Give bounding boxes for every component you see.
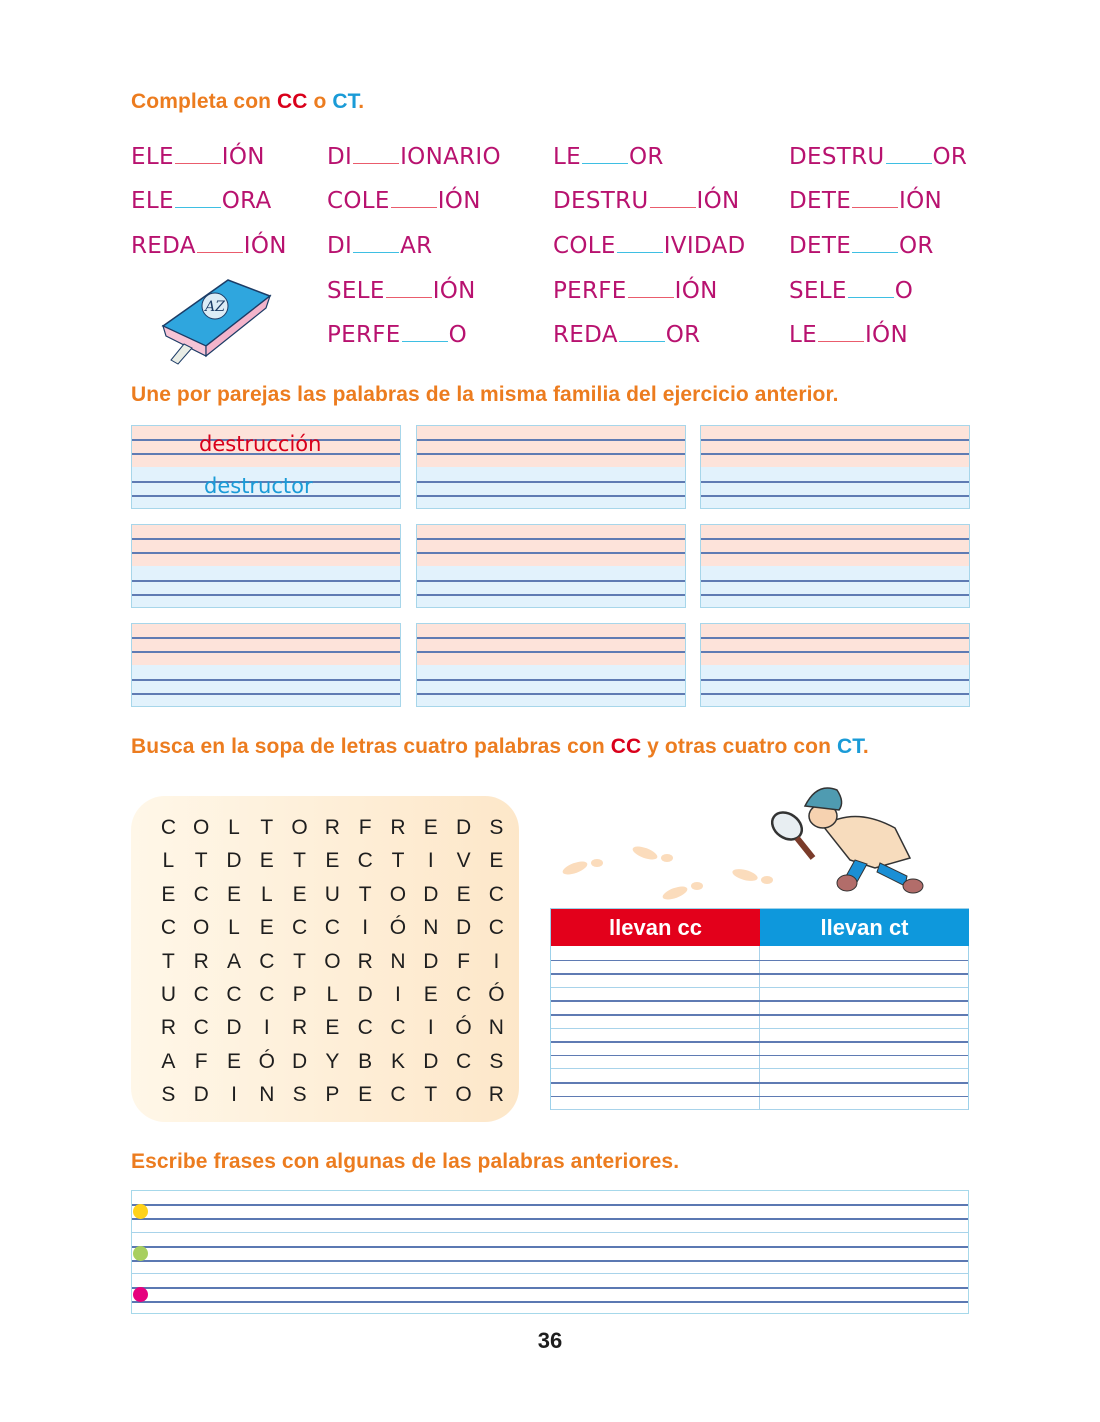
letter-cell[interactable]: L: [162, 849, 175, 873]
ct-highlight: CT: [836, 735, 863, 758]
word-search-grid[interactable]: [152, 811, 513, 1112]
word-prefix: DETE: [789, 188, 852, 214]
letter-cell[interactable]: L: [228, 816, 240, 839]
blank-ct[interactable]: [619, 320, 665, 342]
word-prefix: LE: [789, 322, 817, 348]
ruled-line: [132, 1246, 968, 1248]
table-row-line[interactable]: [551, 973, 968, 975]
letter-cell[interactable]: O: [193, 916, 210, 940]
ruled-line: [417, 481, 685, 483]
ruled-line: [132, 1218, 968, 1220]
table-row-line[interactable]: [551, 1082, 968, 1084]
word-prefix: DETE: [789, 233, 852, 259]
letter-cell[interactable]: Ó: [258, 1049, 275, 1073]
letter-cell[interactable]: T: [161, 949, 175, 973]
letter-cell[interactable]: C: [160, 916, 176, 940]
fill-in-word: [553, 276, 718, 306]
letter-cell[interactable]: C: [259, 949, 275, 973]
blank-ct[interactable]: [402, 320, 448, 342]
word-prefix: SELE: [327, 278, 385, 304]
letter-cell[interactable]: C: [488, 882, 504, 906]
letter-cell[interactable]: C: [357, 849, 373, 873]
instruction-text: y otras cuatro con: [641, 735, 837, 758]
bullet-dot-icon: [133, 1204, 148, 1219]
word-prefix: COLE: [553, 233, 616, 259]
blank-cc[interactable]: [391, 186, 437, 208]
pair-box[interactable]: [416, 425, 686, 509]
ruled-line: [701, 637, 969, 639]
table-row-line[interactable]: [551, 1096, 968, 1098]
ruled-line: [417, 439, 685, 441]
letter-cell[interactable]: C: [390, 1016, 406, 1040]
letter-cell[interactable]: L: [228, 916, 240, 940]
blank-cc[interactable]: [197, 231, 243, 253]
letter-cell[interactable]: T: [293, 949, 306, 973]
word-suffix: ORA: [221, 188, 272, 214]
letter-cell[interactable]: R: [488, 1083, 504, 1107]
letter-cell[interactable]: E: [423, 816, 438, 839]
letter-cell[interactable]: E: [259, 849, 274, 873]
blank-ct[interactable]: [582, 142, 628, 164]
letter-cell[interactable]: E: [161, 882, 176, 906]
word-suffix: IÓN: [437, 188, 481, 214]
ruled-line: [417, 495, 685, 497]
word-suffix: OR: [932, 144, 968, 170]
letter-cell[interactable]: C: [193, 982, 209, 1006]
instruction-text: Completa con: [131, 90, 277, 113]
letter-cell[interactable]: C: [324, 916, 340, 940]
ruled-line: [701, 481, 969, 483]
instruction-text: .: [862, 735, 869, 758]
ruled-line: [701, 679, 969, 681]
table-row-line[interactable]: [551, 1068, 968, 1069]
fill-in-word: [553, 320, 700, 350]
blank-cc[interactable]: [386, 276, 432, 298]
letter-cell[interactable]: S: [292, 1083, 307, 1107]
exercise3-instruction: [131, 731, 961, 763]
word-suffix: AR: [400, 233, 433, 259]
ruled-line: [417, 538, 685, 540]
ruled-line: [701, 693, 969, 695]
letter-cell[interactable]: D: [455, 916, 472, 940]
letter-cell[interactable]: O: [455, 1083, 472, 1107]
letter-cell[interactable]: I: [231, 1083, 237, 1107]
letter-cell[interactable]: D: [226, 1016, 242, 1040]
ruled-line: [701, 439, 969, 441]
letter-cell[interactable]: C: [292, 916, 308, 940]
word-prefix: REDA: [553, 322, 618, 348]
letter-cell[interactable]: C: [455, 1049, 472, 1073]
blank-ct[interactable]: [886, 142, 932, 164]
ruled-line: [701, 651, 969, 653]
fill-in-word: [789, 186, 942, 216]
ruled-line: [132, 594, 400, 596]
word-suffix: OR: [628, 144, 664, 170]
pair-box[interactable]: [131, 623, 401, 707]
blank-ct[interactable]: [353, 231, 399, 253]
letter-cell[interactable]: A: [161, 1049, 176, 1073]
blank-ct[interactable]: [175, 186, 221, 208]
fill-in-word: [327, 231, 432, 261]
example-ct-word: destructor: [204, 474, 313, 498]
fill-in-word: [789, 231, 934, 261]
word-prefix: DI: [327, 144, 353, 170]
word-suffix: IÓN: [243, 233, 287, 259]
pair-box[interactable]: [700, 524, 970, 608]
sentence-writing-area[interactable]: [131, 1190, 969, 1314]
fill-in-word: [789, 276, 913, 306]
letter-cell[interactable]: E: [423, 982, 438, 1006]
letter-cell[interactable]: R: [292, 1016, 308, 1040]
letter-cell[interactable]: D: [455, 816, 472, 839]
letter-cell[interactable]: D: [423, 949, 439, 973]
fill-in-word: [553, 142, 664, 172]
letter-cell[interactable]: T: [424, 1083, 438, 1107]
word-prefix: PERFE: [553, 278, 627, 304]
fill-in-word: [327, 142, 501, 172]
letter-cell[interactable]: S: [489, 816, 504, 839]
letter-cell[interactable]: S: [489, 1049, 504, 1073]
letter-cell[interactable]: C: [193, 1016, 209, 1040]
ruled-line: [701, 594, 969, 596]
word-prefix: ELE: [131, 188, 174, 214]
letter-cell[interactable]: P: [292, 982, 307, 1006]
ruled-line: [132, 1287, 968, 1289]
letter-cell[interactable]: Ó: [389, 916, 407, 940]
letter-cell[interactable]: I: [263, 1016, 270, 1040]
letter-cell[interactable]: E: [325, 1016, 340, 1040]
letter-cell[interactable]: I: [493, 949, 500, 973]
letter-cell[interactable]: C: [259, 982, 275, 1006]
exercise1-instruction: [131, 90, 364, 114]
page-number: 36: [537, 1328, 563, 1353]
blank-cc[interactable]: [852, 186, 898, 208]
letter-cell[interactable]: R: [390, 816, 406, 839]
column-header-cc: llevan cc: [551, 909, 760, 946]
table-row-line[interactable]: [551, 1014, 968, 1016]
ruled-line: [417, 594, 685, 596]
ruled-line: [701, 538, 969, 540]
exercise4-instruction: Escribe frases con algunas de las palabras anteriores.: [131, 1150, 680, 1173]
word-prefix: LE: [553, 144, 581, 170]
letter-cell[interactable]: N: [488, 1016, 504, 1040]
word-suffix: IÓN: [899, 188, 943, 214]
table-row-line[interactable]: [551, 1109, 968, 1110]
ruled-line: [701, 453, 969, 455]
letter-cell[interactable]: A: [226, 949, 241, 973]
table-row-line[interactable]: [551, 1000, 968, 1002]
instruction-text: Busca en la sopa de letras cuatro palabras con: [131, 735, 611, 758]
word-suffix: O: [894, 278, 914, 304]
word-prefix: DI: [327, 233, 353, 259]
bullet-dot-icon: [133, 1287, 148, 1302]
ruled-line: [132, 538, 400, 540]
footprints-icon: [561, 844, 773, 900]
letter-cell[interactable]: C: [160, 816, 176, 839]
word-suffix: IÓN: [696, 188, 740, 214]
letter-cell[interactable]: U: [324, 882, 340, 906]
word-prefix: COLE: [327, 188, 390, 214]
ruled-line: [417, 580, 685, 582]
fill-in-word: [327, 320, 467, 350]
letter-cell[interactable]: E: [226, 1049, 241, 1073]
word-suffix: IÓN: [864, 322, 908, 348]
word-prefix: DESTRU: [553, 188, 649, 214]
ct-highlight: CT: [332, 90, 359, 113]
letter-cell[interactable]: D: [226, 849, 242, 873]
word-suffix: IVIDAD: [663, 233, 746, 259]
table-row-line[interactable]: [551, 1055, 968, 1057]
ruled-line: [701, 495, 969, 497]
letter-cell[interactable]: F: [457, 949, 470, 973]
letter-cell[interactable]: I: [427, 849, 434, 873]
table-row-line[interactable]: [551, 987, 968, 988]
ruled-line: [132, 651, 400, 653]
example-cc-word: destrucción: [199, 432, 322, 456]
letter-cell[interactable]: I: [427, 1016, 434, 1040]
ruled-line: [417, 651, 685, 653]
letter-cell[interactable]: F: [194, 1049, 208, 1073]
word-prefix: REDA: [131, 233, 196, 259]
letter-cell[interactable]: E: [325, 849, 340, 873]
book-label: AZ: [205, 299, 225, 315]
letter-cell[interactable]: C: [390, 1083, 406, 1107]
letter-cell[interactable]: I: [395, 982, 401, 1006]
table-row-line[interactable]: [551, 1028, 968, 1029]
ruled-line: [417, 637, 685, 639]
bullet-dot-icon: [133, 1246, 148, 1261]
letter-cell[interactable]: C: [455, 982, 472, 1006]
ruled-line: [132, 580, 400, 582]
pair-box[interactable]: [416, 623, 686, 707]
fill-in-word: [327, 276, 476, 306]
instruction-text: o: [307, 90, 333, 113]
letter-cell[interactable]: V: [456, 849, 471, 873]
letter-cell[interactable]: C: [226, 982, 242, 1006]
letter-cell[interactable]: D: [292, 1049, 308, 1073]
letter-cell[interactable]: I: [362, 916, 369, 940]
letter-cell[interactable]: S: [161, 1083, 176, 1107]
table-row-line[interactable]: [551, 960, 968, 962]
word-prefix: ELE: [131, 144, 174, 170]
cc-highlight: CC: [276, 90, 308, 113]
letter-cell[interactable]: Ó: [455, 1016, 472, 1040]
letter-cell[interactable]: R: [193, 949, 209, 973]
exercise2-instruction: Une por parejas las palabras de la misma familia del ejercicio anterior.: [131, 383, 839, 406]
ruled-line: [417, 552, 685, 554]
letter-cell[interactable]: K: [390, 1049, 405, 1073]
ruled-line: [132, 693, 400, 695]
instruction-text: .: [358, 90, 365, 113]
blank-cc[interactable]: [650, 186, 696, 208]
letter-cell[interactable]: D: [423, 882, 439, 906]
letter-cell[interactable]: E: [358, 1083, 373, 1107]
letter-cell[interactable]: C: [193, 882, 209, 906]
pair-box[interactable]: [131, 425, 401, 509]
results-table: [550, 908, 969, 1110]
blank-cc[interactable]: [175, 142, 221, 164]
letter-cell[interactable]: T: [358, 882, 372, 906]
letter-cell[interactable]: F: [358, 816, 372, 839]
letter-cell[interactable]: E: [456, 882, 471, 906]
word-suffix: O: [448, 322, 468, 348]
letter-cell[interactable]: C: [357, 1016, 373, 1040]
blank-cc[interactable]: [353, 142, 399, 164]
ruled-line: [132, 1204, 968, 1206]
letter-cell[interactable]: T: [194, 849, 208, 873]
letter-cell[interactable]: D: [193, 1083, 209, 1107]
letter-cell[interactable]: L: [260, 882, 273, 906]
letter-cell[interactable]: E: [489, 849, 504, 873]
dictionary-book-icon: [158, 274, 273, 366]
blank-ct[interactable]: [617, 231, 663, 253]
letter-cell[interactable]: B: [358, 1049, 373, 1073]
word-suffix: IÓN: [221, 144, 265, 170]
letter-cell[interactable]: E: [259, 916, 274, 940]
letter-cell[interactable]: R: [160, 1016, 176, 1040]
letter-cell[interactable]: E: [226, 882, 241, 906]
ruled-line: [701, 552, 969, 554]
letter-cell[interactable]: E: [292, 882, 307, 906]
blank-ct[interactable]: [852, 231, 898, 253]
letter-cell[interactable]: R: [357, 949, 373, 973]
fill-in-word: [131, 142, 265, 172]
ruled-line: [417, 693, 685, 695]
letter-cell[interactable]: O: [291, 816, 308, 839]
letter-cell[interactable]: O: [389, 882, 407, 906]
fill-in-word: [789, 320, 908, 350]
ruled-line: [132, 552, 400, 554]
letter-cell[interactable]: D: [357, 982, 373, 1006]
ruled-line: [417, 453, 685, 455]
letter-cell[interactable]: O: [324, 949, 341, 973]
fill-in-word: [131, 231, 287, 261]
ruled-line: [132, 1301, 968, 1303]
word-suffix: IONARIO: [400, 144, 501, 170]
pair-box[interactable]: [700, 425, 970, 509]
word-prefix: SELE: [789, 278, 847, 304]
column-header-ct: llevan ct: [760, 909, 969, 946]
word-suffix: IÓN: [432, 278, 476, 304]
letter-cell[interactable]: T: [260, 816, 274, 839]
table-row-line[interactable]: [551, 1041, 968, 1043]
letter-cell[interactable]: D: [423, 1049, 439, 1073]
ruled-line: [132, 1273, 968, 1274]
ruled-line: [417, 679, 685, 681]
ruled-line: [132, 637, 400, 639]
ruled-line: [132, 1260, 968, 1262]
letter-cell[interactable]: R: [324, 816, 340, 839]
ruled-line: [132, 679, 400, 681]
letter-cell[interactable]: P: [325, 1083, 340, 1107]
fill-in-word: [789, 142, 967, 172]
letter-cell[interactable]: L: [326, 982, 339, 1006]
pair-box[interactable]: [131, 524, 401, 608]
letter-cell[interactable]: N: [390, 949, 406, 973]
pair-box[interactable]: [416, 524, 686, 608]
pair-box[interactable]: [700, 623, 970, 707]
fill-in-word: [553, 186, 740, 216]
letter-cell[interactable]: O: [193, 816, 210, 839]
blank-ct[interactable]: [848, 276, 894, 298]
fill-in-word: [131, 186, 272, 216]
word-suffix: IÓN: [674, 278, 718, 304]
word-suffix: OR: [665, 322, 701, 348]
blank-cc[interactable]: [818, 320, 864, 342]
word-suffix: OR: [899, 233, 934, 259]
blank-cc[interactable]: [628, 276, 674, 298]
word-prefix: DESTRU: [789, 144, 885, 170]
letter-cell[interactable]: T: [391, 849, 405, 873]
letter-cell[interactable]: N: [259, 1083, 275, 1107]
fill-in-word: [553, 231, 746, 261]
letter-cell[interactable]: T: [293, 849, 306, 873]
detective-illustration: [555, 768, 970, 900]
fill-in-word: [327, 186, 481, 216]
cc-highlight: CC: [610, 735, 642, 758]
letter-cell[interactable]: Y: [325, 1049, 340, 1073]
letter-cell[interactable]: U: [160, 982, 176, 1006]
letter-cell[interactable]: C: [488, 916, 504, 940]
ruled-line: [701, 580, 969, 582]
letter-cell[interactable]: Ó: [488, 982, 505, 1006]
word-prefix: PERFE: [327, 322, 401, 348]
letter-cell[interactable]: N: [423, 916, 439, 940]
ruled-line: [132, 1232, 968, 1233]
